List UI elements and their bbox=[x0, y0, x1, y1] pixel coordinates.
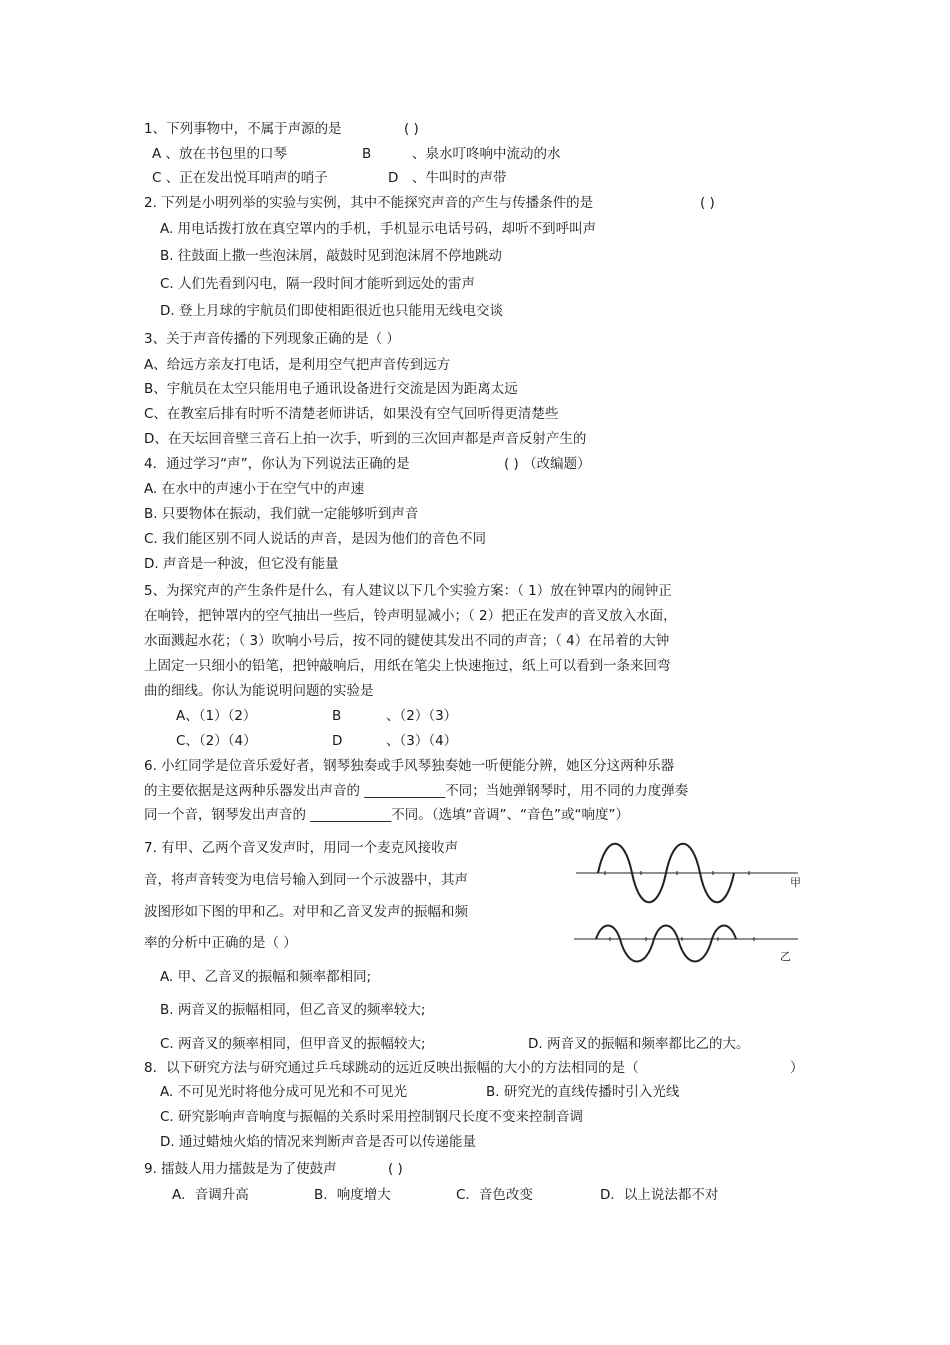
q5-option-b-letter: B bbox=[332, 708, 342, 724]
q9-option-a: A．音调升高 bbox=[172, 1187, 249, 1203]
q1-option-d: 、牛叫时的声带 bbox=[412, 170, 507, 186]
q2-option-d: D. 登上月球的宇航员们即使相距很近也只能用无线电交谈 bbox=[160, 303, 503, 319]
q5-option-a: A、（1）（2） bbox=[176, 708, 257, 724]
q1-stem: 1、下列事物中，不属于声源的是 bbox=[144, 121, 342, 137]
q1-answer-paren: ( ) bbox=[404, 121, 419, 137]
q3-option-b: B、宇航员在太空只能用电子通讯设备进行交流是因为距离太远 bbox=[144, 381, 518, 397]
q5-line-2: 在响铃，把钟罩内的空气抽出一些后，铃声明显减小；（ 2）把正在发声的音叉放入水面， bbox=[144, 608, 677, 624]
waveform-jia-figure bbox=[570, 838, 800, 888]
q8-option-c: C. 研究影响声音响度与振幅的关系时采用控制钢尺长度不变来控制音调 bbox=[160, 1109, 584, 1125]
q3-stem: 3、关于声音传播的下列现象正确的是（ ） bbox=[144, 331, 400, 347]
q4-answer-paren: ( ) （改编题） bbox=[504, 456, 591, 472]
q2-answer-paren: ( ) bbox=[700, 195, 715, 211]
q1-option-b: 、泉水叮咚响中流动的水 bbox=[412, 146, 561, 162]
q3-option-a: A、给远方亲友打电话，是利用空气把声音传到远方 bbox=[144, 357, 451, 373]
q3-option-d: D、在天坛回音壁三音石上拍一次手，听到的三次回声都是声音反射产生的 bbox=[144, 431, 587, 447]
q4-stem: 4．通过学习“声”，你认为下列说法正确的是 bbox=[144, 456, 410, 472]
q5-option-d-letter: D bbox=[332, 733, 343, 749]
waveform-yi-label: 乙 bbox=[780, 950, 791, 963]
q8-option-d: D. 通过蜡烛火焰的情况来判断声音是否可以传递能量 bbox=[160, 1134, 476, 1150]
q2-option-a: A. 用电话拨打放在真空罩内的手机，手机显示电话号码，却听不到呼叫声 bbox=[160, 221, 597, 237]
q6-line-1: 6. 小红同学是位音乐爱好者，钢琴独奏或手风琴独奏她一听便能分辨，她区分这两种乐器 bbox=[144, 758, 675, 774]
q6-line-3: 同一个音，钢琴发出声音的 ____________不同。（选填“音调”、“音色”或“响度”） bbox=[144, 807, 630, 823]
q8-answer-paren: ） bbox=[790, 1060, 804, 1076]
q9-option-d: D．以上说法都不对 bbox=[600, 1187, 719, 1203]
q6-line-2: 的主要依据是这两种乐器发出声音的 ____________不同；当她弹钢琴时，用不同的力度弹奏 bbox=[144, 783, 689, 799]
q4-option-b: B. 只要物体在振动，我们就一定能够听到声音 bbox=[144, 506, 419, 522]
q1-option-b-letter: B bbox=[362, 146, 372, 162]
q7-option-d: D. 两音叉的振幅和频率都比乙的大。 bbox=[528, 1036, 750, 1052]
waveform-yi-curve bbox=[596, 926, 736, 962]
q9-option-c: C．音色改变 bbox=[456, 1187, 533, 1203]
q9-answer-paren: ( ) bbox=[388, 1161, 403, 1177]
q7-line-3: 波图形如下图的甲和乙。对甲和乙音叉发声的振幅和频 bbox=[144, 904, 468, 920]
q8-option-b: B. 研究光的直线传播时引入光线 bbox=[486, 1084, 680, 1100]
q7-option-a: A. 甲、乙音叉的振幅和频率都相同; bbox=[160, 969, 372, 985]
q5-line-5: 曲的细线。你认为能说明问题的实验是 bbox=[144, 683, 374, 699]
waveform-jia-label: 甲 bbox=[790, 876, 801, 889]
q9-option-b: B．响度增大 bbox=[314, 1187, 391, 1203]
q7-line-4: 率的分析中正确的是（ ） bbox=[144, 935, 297, 951]
q9-stem: 9. 擂鼓人用力擂鼓是为了使鼓声 bbox=[144, 1161, 337, 1177]
waveform-yi-figure bbox=[570, 915, 800, 971]
q4-option-c: C. 我们能区别不同人说话的声音，是因为他们的音色不同 bbox=[144, 531, 487, 547]
q1-option-d-letter: D bbox=[388, 170, 399, 186]
q4-option-a: A. 在水中的声速小于在空气中的声速 bbox=[144, 481, 365, 497]
q3-option-c: C、在教室后排有时听不清楚老师讲话，如果没有空气回听得更清楚些 bbox=[144, 406, 559, 422]
q7-option-b: B. 两音叉的振幅相同，但乙音叉的频率较大; bbox=[160, 1002, 426, 1018]
q5-option-b: 、（2）（3） bbox=[386, 708, 458, 724]
q7-line-2: 音，将声音转变为电信号输入到同一个示波器中，其声 bbox=[144, 872, 468, 888]
q8-stem: 8．以下研究方法与研究通过乒乓球跳动的远近反映出振幅的大小的方法相同的是（ bbox=[144, 1060, 639, 1076]
q5-line-1: 5、为探究声的产生条件是什么，有人建议以下几个实验方案：（ 1）放在钟罩内的闹钟正 bbox=[144, 583, 672, 599]
q5-option-d: 、（3）（4） bbox=[386, 733, 458, 749]
q1-option-a: A 、放在书包里的口琴 bbox=[152, 146, 288, 162]
q5-line-4: 上固定一只细小的铅笔，把钟敲响后，用纸在笔尖上快速拖过，纸上可以看到一条来回弯 bbox=[144, 658, 671, 674]
q5-option-c: C、（2）（4） bbox=[176, 733, 257, 749]
q7-line-1: 7. 有甲、乙两个音叉发声时，用同一个麦克风接收声 bbox=[144, 840, 459, 856]
q2-stem: 2. 下列是小明列举的实验与实例，其中不能探究声音的产生与传播条件的是 bbox=[144, 195, 594, 211]
q2-option-b: B. 往鼓面上撒一些泡沫屑，敲鼓时见到泡沫屑不停地跳动 bbox=[160, 248, 502, 264]
q4-option-d: D. 声音是一种波，但它没有能量 bbox=[144, 556, 339, 572]
q8-option-a: A. 不可见光时将他分成可见光和不可见光 bbox=[160, 1084, 408, 1100]
q1-option-c: C 、正在发出悦耳哨声的哨子 bbox=[152, 170, 328, 186]
q2-option-c: C. 人们先看到闪电，隔一段时间才能听到远处的雷声 bbox=[160, 276, 476, 292]
q5-line-3: 水面溅起水花；（ 3）吹响小号后，按不同的键使其发出不同的声音；（ 4）在吊着的大钟 bbox=[144, 633, 670, 649]
q7-option-c: C. 两音叉的频率相同，但甲音叉的振幅较大; bbox=[160, 1036, 426, 1052]
